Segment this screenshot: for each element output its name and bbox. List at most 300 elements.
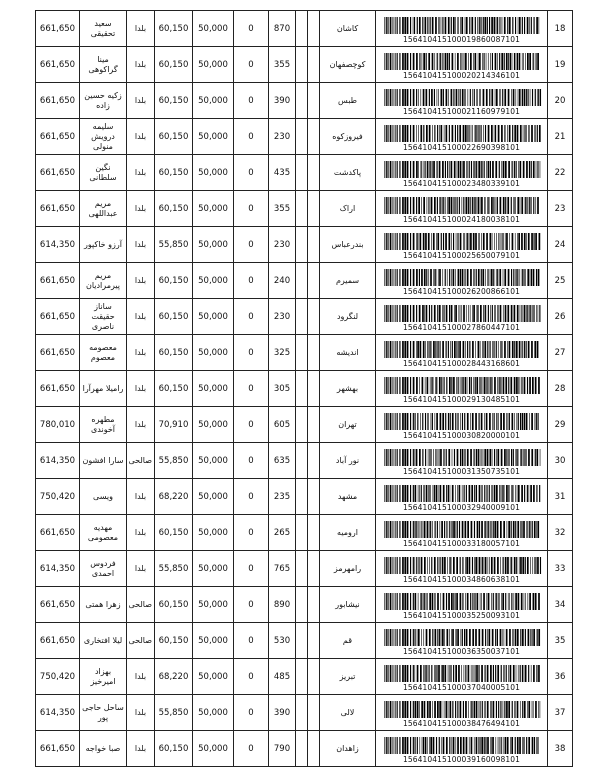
total-cell <box>36 335 80 371</box>
recipient-name-text: ویسی <box>93 491 113 501</box>
empty-cell <box>296 11 308 47</box>
amount-cell <box>155 587 193 623</box>
empty-cell <box>296 623 308 659</box>
row-index <box>548 227 573 263</box>
recipient-name-cell <box>80 263 127 299</box>
empty-cell <box>308 299 320 335</box>
table-row <box>36 371 573 407</box>
price-cell <box>193 479 234 515</box>
zero-cell <box>234 227 269 263</box>
weight-cell <box>269 551 296 587</box>
table-row <box>36 83 573 119</box>
barcode-graphic <box>382 89 542 106</box>
amount-text: 60,150 <box>158 383 189 394</box>
weight-cell <box>269 587 296 623</box>
row-index <box>548 11 573 47</box>
amount-cell <box>155 191 193 227</box>
city-cell <box>320 407 376 443</box>
shipment-sheet <box>35 10 566 767</box>
weight-text: 325 <box>273 347 291 358</box>
weight-cell <box>269 119 296 155</box>
barcode-cell <box>376 551 548 587</box>
row-index: 25 <box>554 275 566 286</box>
barcode-cell <box>376 443 548 479</box>
total-cell <box>36 731 80 767</box>
city-text: اندیشه <box>336 347 359 357</box>
city-text: لنگرود <box>336 311 359 321</box>
row-index <box>548 191 573 227</box>
recipient-name-cell <box>80 299 127 335</box>
shipment-table <box>35 10 573 767</box>
barcode-cell <box>376 227 548 263</box>
place-text: بلدا <box>134 203 147 213</box>
zero-text: 0 <box>248 491 254 502</box>
recipient-name-cell <box>80 623 127 659</box>
total-text: 661,650 <box>39 131 76 142</box>
recipient-name-text: سعید تحقیقی <box>90 18 116 38</box>
place-text: بلدا <box>134 527 147 537</box>
city-cell <box>320 155 376 191</box>
place-text: صالحی <box>128 455 152 465</box>
zero-text: 0 <box>248 419 254 430</box>
weight-cell <box>269 155 296 191</box>
amount-cell <box>155 479 193 515</box>
place-cell <box>127 623 155 659</box>
city-text: بندرعباس <box>331 239 364 249</box>
place-text: بلدا <box>134 95 147 105</box>
barcode-cell <box>376 371 548 407</box>
row-index <box>548 695 573 731</box>
total-cell <box>36 659 80 695</box>
empty-cell <box>308 443 320 479</box>
amount-cell <box>155 731 193 767</box>
total-cell <box>36 443 80 479</box>
empty-cell <box>308 119 320 155</box>
row-index: 18 <box>554 23 566 34</box>
weight-cell <box>269 11 296 47</box>
zero-cell <box>234 551 269 587</box>
row-index: 33 <box>554 563 566 574</box>
row-index: 23 <box>554 203 566 214</box>
total-text: 661,650 <box>39 743 76 754</box>
empty-cell <box>308 659 320 695</box>
weight-cell <box>269 659 296 695</box>
amount-cell <box>155 335 193 371</box>
total-text: 661,650 <box>39 311 76 322</box>
price-text: 50,000 <box>198 671 228 682</box>
amount-text: 60,150 <box>158 23 189 34</box>
place-cell <box>127 83 155 119</box>
weight-cell <box>269 371 296 407</box>
barcode-graphic <box>382 305 542 322</box>
recipient-name-cell <box>80 407 127 443</box>
price-cell <box>193 335 234 371</box>
barcode-graphic <box>382 197 542 214</box>
barcode-cell <box>376 83 548 119</box>
empty-cell <box>296 407 308 443</box>
table-row <box>36 587 573 623</box>
row-index <box>548 155 573 191</box>
shipment-rows <box>36 11 573 767</box>
price-cell <box>193 371 234 407</box>
recipient-name-cell <box>80 119 127 155</box>
amount-cell <box>155 299 193 335</box>
price-text: 50,000 <box>198 383 228 394</box>
city-cell <box>320 659 376 695</box>
city-text: زاهدان <box>336 743 359 753</box>
empty-cell <box>308 83 320 119</box>
table-row <box>36 335 573 371</box>
price-text: 50,000 <box>198 635 228 646</box>
weight-text: 605 <box>273 419 291 430</box>
amount-text: 60,150 <box>158 635 189 646</box>
barcode-graphic <box>382 593 542 610</box>
total-text: 750,420 <box>39 491 76 502</box>
barcode-graphic <box>382 521 542 538</box>
weight-text: 530 <box>273 635 291 646</box>
total-cell <box>36 83 80 119</box>
price-text: 50,000 <box>198 167 228 178</box>
amount-text: 55,850 <box>158 563 189 574</box>
row-index: 32 <box>554 527 566 538</box>
price-cell <box>193 515 234 551</box>
recipient-name-text: مریم عبداللهی <box>88 198 118 218</box>
row-index: 21 <box>554 131 566 142</box>
recipient-name-cell <box>80 515 127 551</box>
empty-cell <box>296 479 308 515</box>
empty-cell <box>296 47 308 83</box>
city-text: اراک <box>339 203 356 213</box>
zero-text: 0 <box>248 311 254 322</box>
barcode-graphic <box>382 53 542 70</box>
price-cell <box>193 155 234 191</box>
barcode-cell <box>376 155 548 191</box>
price-cell <box>193 551 234 587</box>
zero-cell <box>234 695 269 731</box>
place-text: بلدا <box>134 491 147 501</box>
city-text: کوچصفهان <box>329 59 366 69</box>
weight-text: 390 <box>273 95 291 106</box>
table-row <box>36 227 573 263</box>
price-text: 50,000 <box>198 311 228 322</box>
amount-cell <box>155 515 193 551</box>
zero-cell <box>234 83 269 119</box>
zero-cell <box>234 299 269 335</box>
zero-text: 0 <box>248 383 254 394</box>
place-text: بلدا <box>134 239 147 249</box>
place-text: بلدا <box>134 311 147 321</box>
amount-cell <box>155 83 193 119</box>
empty-cell <box>296 551 308 587</box>
total-text: 750,420 <box>39 671 76 682</box>
city-text: سمیرم <box>335 275 360 285</box>
table-row <box>36 155 573 191</box>
barcode-number: 156410415100019860087101 <box>403 34 520 44</box>
place-text: بلدا <box>134 131 147 141</box>
barcode-number: 156410415100039160098101 <box>403 754 520 764</box>
recipient-name-text: مریم پیرمرادیان <box>85 270 121 290</box>
barcode-graphic <box>382 17 542 34</box>
row-index: 37 <box>554 707 566 718</box>
zero-cell <box>234 11 269 47</box>
row-index <box>548 299 573 335</box>
place-cell <box>127 155 155 191</box>
barcode-number: 156410415100026200866101 <box>403 286 520 296</box>
weight-cell <box>269 515 296 551</box>
weight-text: 870 <box>273 23 291 34</box>
price-text: 50,000 <box>198 203 228 214</box>
weight-text: 790 <box>273 743 291 754</box>
recipient-name-text: لیلا افتخاری <box>83 635 123 645</box>
place-cell <box>127 659 155 695</box>
barcode-number: 156410415100034860638101 <box>403 574 520 584</box>
row-index: 34 <box>554 599 566 610</box>
city-cell <box>320 119 376 155</box>
barcode-graphic <box>382 233 542 250</box>
empty-cell <box>296 299 308 335</box>
amount-text: 60,150 <box>158 131 189 142</box>
empty-cell <box>308 623 320 659</box>
barcode-number: 156410415100025650079101 <box>403 250 520 260</box>
city-cell <box>320 551 376 587</box>
zero-text: 0 <box>248 527 254 538</box>
barcode-graphic <box>382 341 542 358</box>
amount-cell <box>155 695 193 731</box>
total-text: 661,650 <box>39 167 76 178</box>
barcode-graphic <box>382 125 542 142</box>
zero-cell <box>234 263 269 299</box>
barcode-cell <box>376 119 548 155</box>
city-cell <box>320 479 376 515</box>
empty-cell <box>296 155 308 191</box>
row-index <box>548 371 573 407</box>
recipient-name-text: مطهره آخوندی <box>91 414 115 434</box>
city-text: لالی <box>340 707 355 717</box>
place-cell <box>127 695 155 731</box>
total-text: 661,650 <box>39 275 76 286</box>
weight-cell <box>269 83 296 119</box>
place-cell <box>127 587 155 623</box>
price-cell <box>193 443 234 479</box>
total-text: 661,650 <box>39 23 76 34</box>
price-cell <box>193 47 234 83</box>
city-text: قم <box>342 635 353 645</box>
row-index <box>548 335 573 371</box>
city-cell <box>320 695 376 731</box>
row-index: 29 <box>554 419 566 430</box>
city-text: پاکدشت <box>333 167 362 177</box>
zero-text: 0 <box>248 203 254 214</box>
total-text: 661,650 <box>39 347 76 358</box>
barcode-cell <box>376 47 548 83</box>
table-row <box>36 299 573 335</box>
recipient-name-cell <box>80 695 127 731</box>
empty-cell <box>296 263 308 299</box>
row-index: 20 <box>554 95 566 106</box>
city-cell <box>320 731 376 767</box>
price-cell <box>193 299 234 335</box>
recipient-name-cell <box>80 155 127 191</box>
row-index: 30 <box>554 455 566 466</box>
place-text: بلدا <box>134 671 147 681</box>
weight-text: 355 <box>273 59 291 70</box>
city-text: تهران <box>338 419 357 429</box>
place-text: بلدا <box>134 167 147 177</box>
row-index <box>548 515 573 551</box>
weight-cell <box>269 407 296 443</box>
barcode-number: 156410415100024180038101 <box>403 214 520 224</box>
total-cell <box>36 479 80 515</box>
city-cell <box>320 587 376 623</box>
table-row <box>36 659 573 695</box>
weight-text: 765 <box>273 563 291 574</box>
amount-cell <box>155 371 193 407</box>
city-cell <box>320 443 376 479</box>
barcode-graphic <box>382 701 542 718</box>
empty-cell <box>308 47 320 83</box>
place-text: بلدا <box>134 563 147 573</box>
city-text: تبریز <box>339 671 356 681</box>
price-text: 50,000 <box>198 347 228 358</box>
total-cell <box>36 119 80 155</box>
city-text: کاشان <box>336 23 359 33</box>
total-text: 614,350 <box>39 563 76 574</box>
barcode-cell <box>376 11 548 47</box>
price-text: 50,000 <box>198 95 228 106</box>
weight-text: 635 <box>273 455 291 466</box>
amount-text: 60,150 <box>158 347 189 358</box>
amount-cell <box>155 11 193 47</box>
recipient-name-text: فردوس احمدی <box>90 558 116 578</box>
empty-cell <box>308 263 320 299</box>
barcode-number: 156410415100022690398101 <box>403 142 520 152</box>
empty-cell <box>296 731 308 767</box>
amount-text: 55,850 <box>158 239 189 250</box>
recipient-name-cell <box>80 587 127 623</box>
weight-text: 265 <box>273 527 291 538</box>
barcode-number: 156410415100021160979101 <box>403 106 520 116</box>
zero-text: 0 <box>248 239 254 250</box>
total-cell <box>36 371 80 407</box>
recipient-name-cell <box>80 191 127 227</box>
total-cell <box>36 695 80 731</box>
price-cell <box>193 659 234 695</box>
weight-text: 230 <box>273 131 291 142</box>
total-cell <box>36 623 80 659</box>
barcode-graphic <box>382 629 542 646</box>
price-cell <box>193 623 234 659</box>
recipient-name-text: سلیمه درویش منولی <box>91 121 115 151</box>
price-text: 50,000 <box>198 131 228 142</box>
zero-text: 0 <box>248 275 254 286</box>
city-text: مشهد <box>337 491 358 501</box>
price-cell <box>193 83 234 119</box>
place-cell <box>127 227 155 263</box>
empty-cell <box>308 515 320 551</box>
recipient-name-cell <box>80 335 127 371</box>
total-cell <box>36 515 80 551</box>
barcode-graphic <box>382 161 542 178</box>
weight-text: 390 <box>273 707 291 718</box>
row-index: 36 <box>554 671 566 682</box>
price-cell <box>193 587 234 623</box>
weight-cell <box>269 443 296 479</box>
zero-cell <box>234 407 269 443</box>
total-text: 661,650 <box>39 203 76 214</box>
empty-cell <box>308 155 320 191</box>
amount-text: 60,150 <box>158 275 189 286</box>
recipient-name-text: رامیلا مهرآرا <box>82 383 124 393</box>
place-cell <box>127 443 155 479</box>
barcode-cell <box>376 479 548 515</box>
weight-text: 305 <box>273 383 291 394</box>
empty-cell <box>308 551 320 587</box>
empty-cell <box>308 731 320 767</box>
barcode-graphic <box>382 449 542 466</box>
total-text: 661,650 <box>39 599 76 610</box>
price-cell <box>193 263 234 299</box>
zero-cell <box>234 155 269 191</box>
row-index <box>548 47 573 83</box>
barcode-graphic <box>382 737 542 754</box>
weight-text: 485 <box>273 671 291 682</box>
recipient-name-text: سارا افشون <box>82 455 124 465</box>
amount-cell <box>155 227 193 263</box>
barcode-graphic <box>382 665 542 682</box>
recipient-name-text: نگین سلطانی <box>89 162 117 182</box>
recipient-name-text: معصومه معصوم <box>89 342 117 362</box>
row-index: 38 <box>554 743 566 754</box>
zero-cell <box>234 515 269 551</box>
empty-cell <box>308 407 320 443</box>
weight-cell <box>269 191 296 227</box>
recipient-name-cell <box>80 443 127 479</box>
city-text: طبس <box>338 95 357 105</box>
total-text: 661,650 <box>39 95 76 106</box>
table-row <box>36 119 573 155</box>
zero-cell <box>234 659 269 695</box>
price-text: 50,000 <box>198 527 228 538</box>
price-text: 50,000 <box>198 599 228 610</box>
place-text: بلدا <box>134 275 147 285</box>
barcode-number: 156410415100031350735101 <box>403 466 520 476</box>
city-cell <box>320 371 376 407</box>
amount-cell <box>155 119 193 155</box>
row-index <box>548 479 573 515</box>
barcode-number: 156410415100023480339101 <box>403 178 520 188</box>
table-row <box>36 47 573 83</box>
barcode-cell <box>376 191 548 227</box>
place-text: بلدا <box>134 59 147 69</box>
barcode-number: 156410415100028443168601 <box>403 358 520 368</box>
barcode-graphic <box>382 485 542 502</box>
barcode-cell <box>376 335 548 371</box>
weight-text: 240 <box>273 275 291 286</box>
recipient-name-cell <box>80 551 127 587</box>
barcode-cell <box>376 587 548 623</box>
weight-text: 435 <box>273 167 291 178</box>
row-index <box>548 443 573 479</box>
table-row <box>36 731 573 767</box>
barcode-cell <box>376 515 548 551</box>
empty-cell <box>296 191 308 227</box>
zero-text: 0 <box>248 347 254 358</box>
recipient-name-cell <box>80 83 127 119</box>
zero-text: 0 <box>248 59 254 70</box>
empty-cell <box>296 587 308 623</box>
empty-cell <box>308 335 320 371</box>
total-text: 780,010 <box>39 419 76 430</box>
